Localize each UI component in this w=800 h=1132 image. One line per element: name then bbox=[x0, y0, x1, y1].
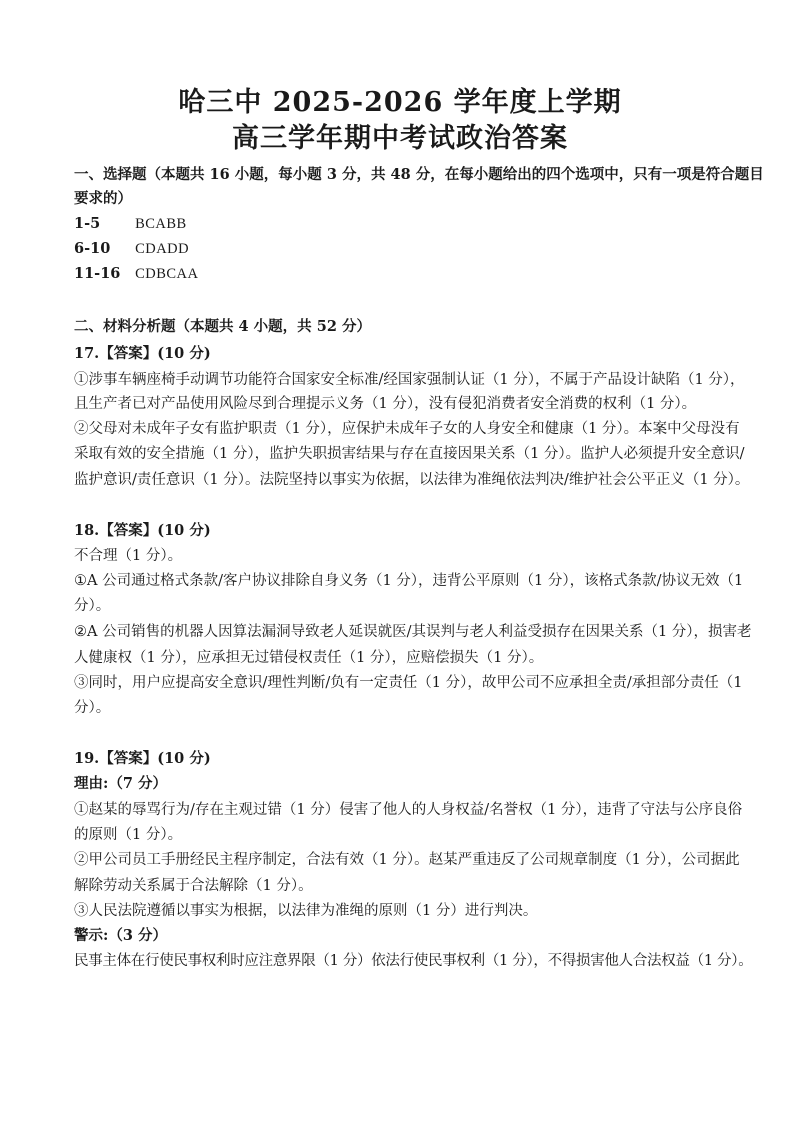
answer-row bbox=[74, 211, 734, 237]
q17-heading: 17.【答案】(10 分) bbox=[74, 345, 211, 362]
q19-line: ①赵某的辱骂行为/存在主观过错（1 分）侵害了他人的人身权益/名誉权（1 分），违背了守法与公序良俗 bbox=[74, 802, 743, 818]
q18-line: ③同时，用户应提高安全意识/理性判断/负有一定责任（1 分），故甲公司不应承担全责/承担部分责任（1 bbox=[74, 675, 743, 691]
q18-line: 人健康权（1 分），应承担无过错侵权责任（1 分），应赔偿损失（1 分）。 bbox=[74, 650, 544, 666]
q18-line: 分）。 bbox=[74, 700, 111, 716]
answer-row bbox=[74, 261, 734, 287]
q19-warning-line: 民事主体在行使民事权利时应注意界限（1 分）依法行使民事权利（1 分），不得损害他人合法权益（1 分）。 bbox=[74, 953, 753, 969]
answer-key: BCABB bbox=[135, 216, 187, 232]
answer-range: 11-16 bbox=[74, 265, 121, 282]
q19-heading: 19.【答案】(10 分) bbox=[74, 750, 211, 767]
q19-warning-heading: 警示:（3 分） bbox=[74, 927, 167, 944]
q19-line: 的原则（1 分）。 bbox=[74, 827, 183, 843]
q19-line: ③人民法院遵循以事实为根据，以法律为准绳的原则（1 分）进行判决。 bbox=[74, 903, 538, 919]
answer-key: CDBCAA bbox=[135, 266, 199, 282]
section2-heading: 二、材料分析题（本题共 4 小题，共 52 分） bbox=[74, 318, 371, 335]
q18-line: 不合理（1 分）。 bbox=[74, 548, 183, 564]
q19-line: ②甲公司员工手册经民主程序制定，合法有效（1 分）。赵某严重违反了公司规章制度（1 分），公司据此 bbox=[74, 852, 740, 868]
q19-line: 解除劳动关系属于合法解除（1 分）。 bbox=[74, 878, 313, 894]
section1-heading-cont: 要求的） bbox=[74, 190, 132, 207]
q17-line: ①涉事车辆座椅手动调节功能符合国家安全标准/经国家强制认证（1 分），不属于产品设计缺陷（1 分）， bbox=[74, 372, 745, 388]
answer-range: 1-5 bbox=[74, 215, 101, 232]
answer-range: 6-10 bbox=[74, 240, 111, 257]
q17-line: 采取有效的安全措施（1 分），监护失职损害结果与存在直接因果关系（1 分）。监护人必须提升安全意识/ bbox=[74, 446, 745, 462]
q17-line: 监护意识/责任意识（1 分）。法院坚持以事实为依据，以法律为准绳依法判决/维护社会公平正义（1 分）。 bbox=[74, 472, 750, 488]
q19-reason-heading: 理由:（7 分） bbox=[74, 775, 167, 792]
q17-line: 且生产者已对产品使用风险尽到合理提示义务（1 分），没有侵犯消费者安全消费的权利（1 分）。 bbox=[74, 396, 697, 412]
answer-row bbox=[74, 236, 734, 262]
q17-line: ②父母对未成年子女有监护职责（1 分），应保护未成年子女的人身安全和健康（1 分）。本案中父母没有 bbox=[74, 421, 740, 437]
q18-line: ①A 公司通过格式条款/客户协议排除自身义务（1 分），违背公平原则（1 分），该格式条款/协议无效（1 bbox=[74, 573, 744, 589]
q18-heading: 18.【答案】(10 分) bbox=[74, 522, 211, 539]
q18-line: ②A 公司销售的机器人因算法漏洞导致老人延误就医/其误判与老人利益受损存在因果关系（1 分），损害老 bbox=[74, 624, 752, 640]
section1-heading: 一、选择题（本题共 16 小题，每小题 3 分，共 48 分，在每小题给出的四个选项中，只有一项是符合题目 bbox=[74, 166, 764, 183]
exam-title: 哈三中 2025-2026 学年度上学期 bbox=[178, 87, 622, 118]
answer-key: CDADD bbox=[135, 241, 190, 257]
exam-subtitle: 高三学年期中考试政治答案 bbox=[232, 123, 568, 154]
q18-line: 分）。 bbox=[74, 598, 111, 614]
